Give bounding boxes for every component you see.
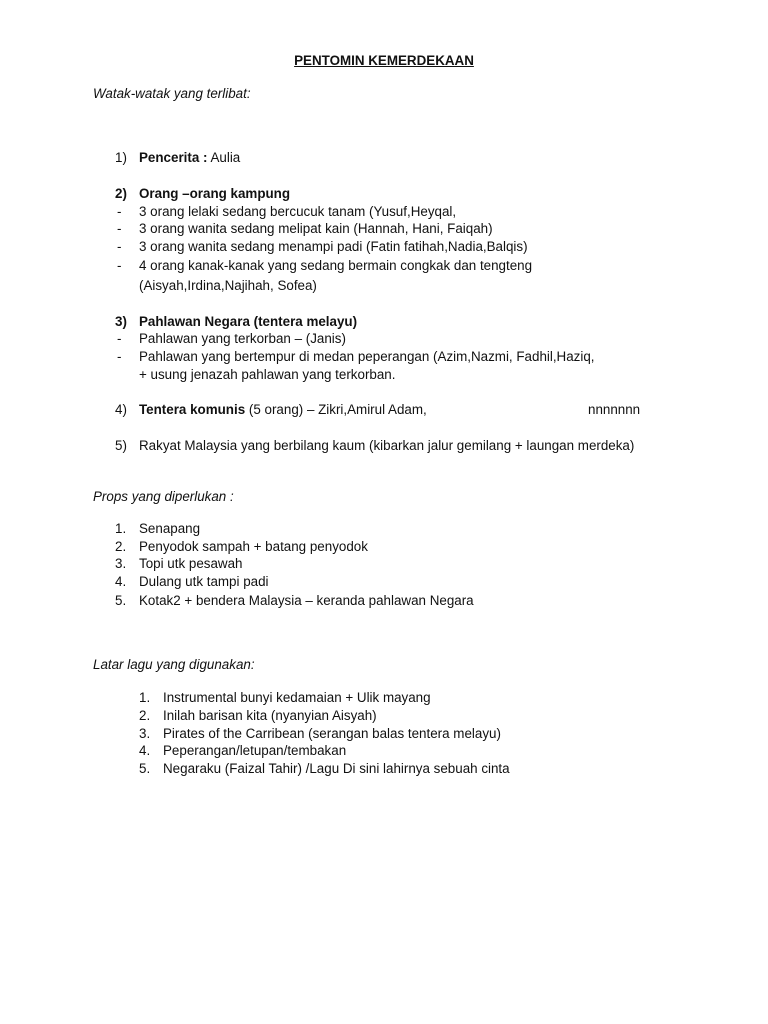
songs-item: Inilah barisan kita (nyanyian Aisyah)	[163, 708, 377, 723]
page-title: PENTOMIN KEMERDEKAAN	[294, 53, 474, 68]
songs-heading: Latar lagu yang digunakan:	[93, 657, 255, 672]
songs-number: 4.	[139, 743, 151, 758]
props-item: Topi utk pesawah	[139, 556, 243, 571]
songs-number: 3.	[139, 726, 151, 741]
props-heading: Props yang diperlukan :	[93, 489, 234, 504]
villagers-item: 3 orang lelaki sedang bercucuk tanam (Yusuf,Heyqal,	[139, 204, 457, 219]
songs-item: Pirates of the Carribean (serangan balas tentera melayu)	[163, 726, 501, 741]
narrator-line	[139, 149, 240, 167]
songs-item: Negaraku (Faizal Tahir) /Lagu Di sini lahirnya sebuah cinta	[163, 761, 510, 776]
villagers-dash: -	[117, 204, 122, 219]
villagers-dash: -	[117, 239, 122, 254]
songs-item: Instrumental bunyi kedamaian + Ulik mayang	[163, 690, 431, 705]
songs-number: 1.	[139, 690, 151, 705]
props-number: 2.	[115, 539, 127, 554]
narrator-value: Aulia	[207, 150, 241, 165]
heroes-label: Pahlawan Negara (tentera melayu)	[139, 314, 358, 329]
characters-heading: Watak-watak yang terlibat:	[93, 86, 251, 101]
villagers-label: Orang –orang kampung	[139, 186, 291, 201]
songs-item: Peperangan/letupan/tembakan	[163, 743, 347, 758]
songs-number: 5.	[139, 761, 151, 776]
heroes-number: 3)	[115, 314, 127, 329]
villagers-item: 3 orang wanita sedang menampi padi (Fatin fatihah,Nadia,Balqis)	[139, 239, 528, 254]
villagers-item: 4 orang kanak-kanak yang sedang bermain congkak dan tengteng	[139, 258, 533, 273]
heroes-item-continued: + usung jenazah pahlawan yang terkorban.	[139, 367, 396, 382]
heroes-item: Pahlawan yang terkorban – (Janis)	[139, 331, 346, 346]
villagers-number: 2)	[115, 186, 127, 201]
props-item: Kotak2 + bendera Malaysia – keranda pahlawan Negara	[139, 593, 474, 608]
songs-number: 2.	[139, 708, 151, 723]
props-item: Penyodok sampah + batang penyodok	[139, 539, 368, 554]
heroes-item: Pahlawan yang bertempur di medan peperangan (Azim,Nazmi, Fadhil,Haziq,	[139, 349, 595, 364]
people-number: 5)	[115, 438, 127, 453]
villagers-dash: -	[117, 258, 122, 273]
villagers-item-continued: (Aisyah,Irdina,Najihah, Sofea)	[139, 278, 317, 293]
props-number: 5.	[115, 593, 127, 608]
people-line: Rakyat Malaysia yang berbilang kaum (kibarkan jalur gemilang + laungan merdeka)	[139, 438, 635, 453]
props-item: Dulang utk tampi padi	[139, 574, 269, 589]
narrator-number: 1)	[115, 150, 127, 165]
communists-label: Tentera komunis	[139, 402, 246, 417]
communists-value: (5 orang) – Zikri,Amirul Adam,	[245, 402, 427, 417]
villagers-item: 3 orang wanita sedang melipat kain (Hannah, Hani, Faiqah)	[139, 221, 493, 236]
props-number: 4.	[115, 574, 127, 589]
props-number: 3.	[115, 556, 127, 571]
props-number: 1.	[115, 521, 127, 536]
villagers-dash: -	[117, 221, 122, 236]
communists-line	[139, 401, 427, 419]
communists-extra: nnnnnnn	[588, 402, 641, 417]
narrator-label: Pencerita :	[139, 150, 208, 165]
communists-number: 4)	[115, 402, 127, 417]
props-item: Senapang	[139, 521, 201, 536]
heroes-dash: -	[117, 349, 122, 364]
heroes-dash: -	[117, 331, 122, 346]
